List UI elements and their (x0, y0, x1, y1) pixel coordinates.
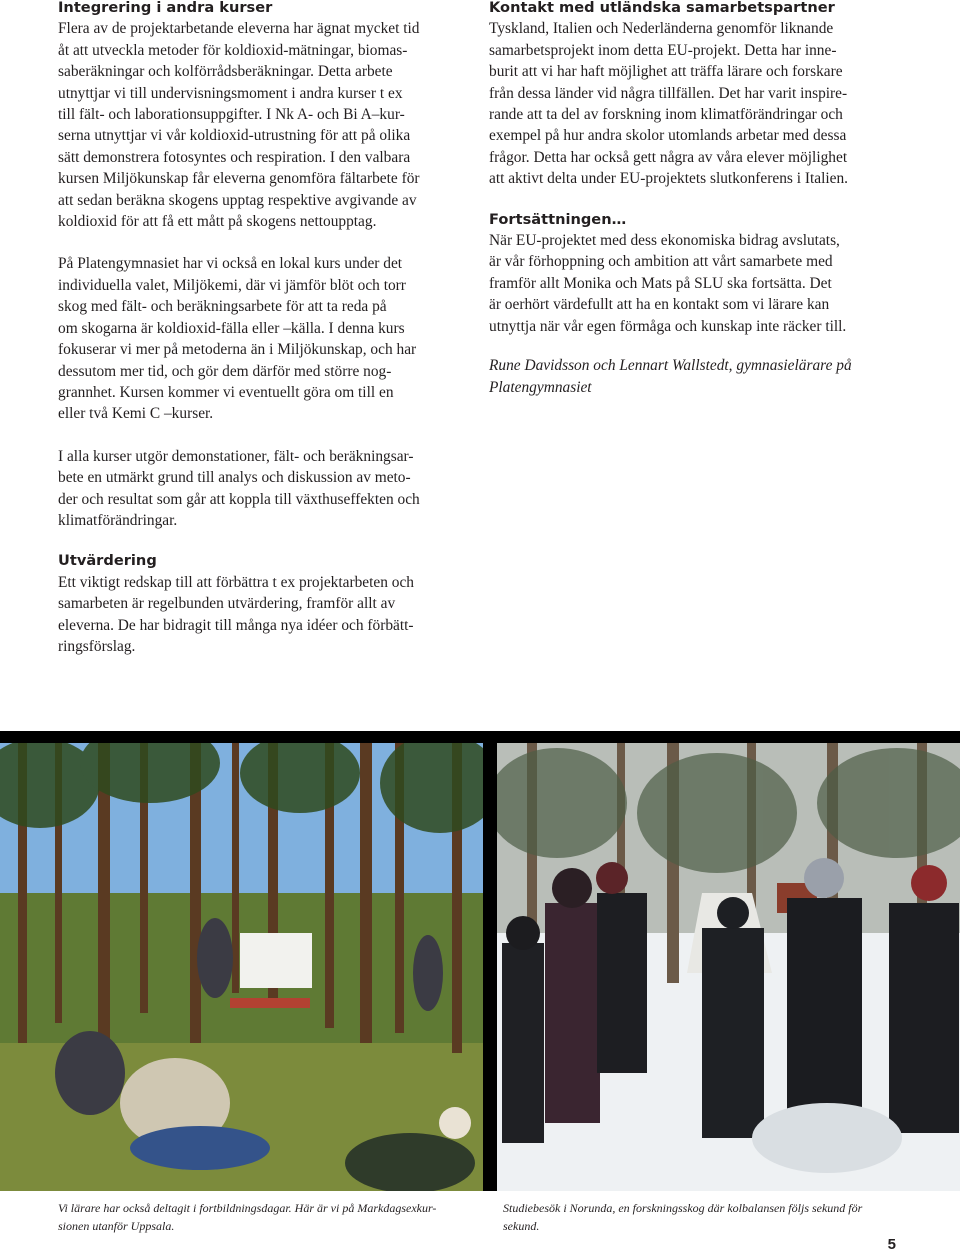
text-line: eller två Kemi C –kurser. (58, 405, 214, 423)
text-line: grannhet. Kursen kommer vi eventuellt göra om till en (58, 383, 394, 401)
photo-band (0, 731, 960, 1191)
text-line: från dessa länder vid några tillfällen. Det har varit inspire- (489, 84, 848, 102)
text-line: kursen Miljökunskap får eleverna genomföra fältarbete för (58, 170, 420, 188)
paragraph-fortsattningen (489, 230, 905, 337)
author-signature (489, 355, 905, 398)
text-line: utnyttjar vi till undervisningsmoment i andra kurser t ex (58, 84, 403, 102)
text-line: individuella valet, Miljökemi, där vi jämför blöt och torr (58, 276, 406, 294)
caption-line: Vi lärare har också deltagit i fortbildningsdagar. Här är vi på Markdagsexkur- (58, 1201, 437, 1215)
text-line: Tyskland, Italien och Nederländerna genomför liknande (489, 20, 834, 38)
text-line: exempel på hur andra skolor utomlands arbetar med dessa (489, 127, 847, 145)
right-column (489, 0, 905, 398)
snowy-forest-illustration (497, 743, 960, 1191)
text-line: utnyttja när vår egen förmåga och kunskap inte räcker till. (489, 317, 847, 335)
caption-right-photo (503, 1199, 898, 1235)
text-line: skog med fält- och beräkningsarbete för att ta reda på (58, 298, 387, 316)
text-line: till fält- och laborationsuppgifter. I Nk A- och Bi A–kur- (58, 106, 405, 124)
paragraph-alla-kurser (58, 446, 470, 532)
text-line: saberäkningar och kolförrådsberäkningar. Detta arbete (58, 63, 393, 81)
paragraph-kontakt (489, 18, 905, 189)
text-line: sätt demonstrera fotosyntes och respiration. I den valbara (58, 148, 411, 166)
photo-snowy-forest-visit (497, 743, 960, 1191)
text-line: om skogarna är koldioxid-fälla eller –källa. I denna kurs (58, 319, 405, 337)
text-line: att sedan beräkna skogens upptag respektive avgivande av (58, 191, 417, 209)
text-line: klimatförändringar. (58, 511, 178, 529)
text-line: I alla kurser utgör demonstationer, fält- och beräkningsar- (58, 447, 414, 465)
text-line: Platengymnasiet (489, 378, 592, 396)
text-line: framför allt Monika och Mats på SLU ska fortsätta. Det (489, 274, 832, 292)
text-line: rande att ta del av forskning inom klimatförändringar och (489, 106, 843, 124)
text-line: Rune Davidsson och Lennart Wallstedt, gymnasielärare på (489, 357, 852, 375)
heading-utvardering: Utvärdering (58, 552, 157, 570)
text-line: att aktivt delta under EU-projektets slutkonferens i Italien. (489, 170, 849, 188)
text-line: Ett viktigt redskap till att förbättra t ex projektarbeten och (58, 573, 415, 591)
caption-line: sionen utanför Uppsala. (58, 1219, 175, 1233)
page-number: 5 (887, 1236, 896, 1253)
text-line: ringsförslag. (58, 637, 136, 655)
paragraph-utvardering (58, 572, 470, 658)
text-line: koldioxid för att få ett mått på skogens nettoupptag. (58, 213, 377, 231)
text-line: är vår förhoppning och ambition att vårt samarbete med (489, 253, 833, 271)
text-line: der och resultat som går att koppla till växthuseffekten och (58, 490, 420, 508)
paragraph-platengymnasiet (58, 253, 470, 424)
photo-forest-excursion (0, 743, 483, 1191)
text-line: frågor. Detta har också gett några av våra elever möjlighet (489, 148, 848, 166)
text-line: dessutom mer tid, och gör dem därför med större nog- (58, 362, 392, 380)
caption-line: Studiebesök i Norunda, en forskningsskog där kolbalansen följs sekund för (503, 1201, 863, 1215)
heading-kontakt: Kontakt med utländska samarbetspartner (489, 0, 835, 16)
text-line: serna utnyttjar vi vår koldioxid-utrustning för att på olika (58, 127, 411, 145)
text-line: bete en utmärkt grund till analys och diskussion av meto- (58, 469, 411, 487)
text-line: eleverna. De har bidragit till många nya idéer och förbätt- (58, 616, 414, 634)
caption-left-photo (58, 1199, 473, 1235)
text-line: samarbetsprojekt inom detta EU-projekt. Detta har inne- (489, 41, 837, 59)
forest-excursion-illustration (0, 743, 483, 1191)
text-line: När EU-projektet med dess ekonomiska bidrag avslutats, (489, 232, 840, 250)
caption-line: sekund. (503, 1219, 540, 1233)
paragraph-integrering (58, 18, 470, 232)
text-line: är oerhört värdefullt att ha en kontakt som vi lärare kan (489, 296, 830, 314)
text-line: åt att utveckla metoder för koldioxid-mätningar, biomas- (58, 41, 408, 59)
text-line: burit att vi har haft möjlighet att träffa lärare och forskare (489, 63, 843, 81)
text-line: fokuserar vi mer på metoderna än i Miljökunskap, och har (58, 341, 417, 359)
text-line: På Platengymnasiet har vi också en lokal kurs under det (58, 255, 403, 273)
left-column (58, 0, 470, 657)
heading-fortsattningen: Fortsättningen… (489, 210, 627, 228)
text-line: Flera av de projektarbetande eleverna har ägnat mycket tid (58, 20, 420, 38)
heading-integrering: Integrering i andra kurser (58, 0, 273, 16)
text-line: samarbeten är regelbunden utvärdering, framför allt av (58, 595, 396, 613)
